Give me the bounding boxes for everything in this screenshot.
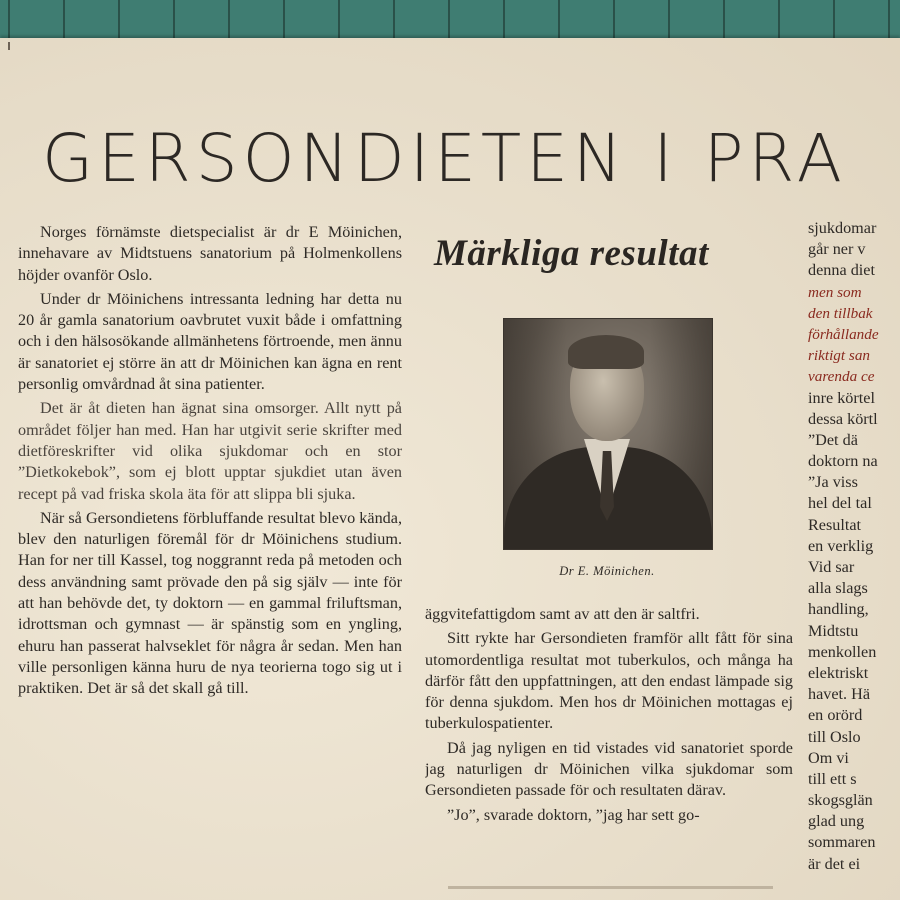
text-line: doktorn na (808, 452, 878, 471)
text-line: är det ei (808, 854, 861, 873)
paragraph: Det är åt dieten han ägnat sina omsorger. Allt nytt på området följer han med. Han har utgivit serie skrifter med dietföreskrifter vid olika sjukdomar och en stor ”Dietkokebok”, som ej blott upptar sjukdiet utan även recept på vad friska skola äta för att slippa bli sjuka. (18, 399, 402, 503)
text-line: elektriskt (808, 663, 869, 682)
text-line: till ett s (808, 769, 857, 788)
text-line: men som (808, 283, 862, 301)
paragraph: Norges förnämste dietspecialist är dr E Möinichen, innehavare av Midtstuens sanatorium på Holmenkollens höjder ovanför Oslo. (18, 223, 402, 284)
text-line: till Oslo (808, 727, 861, 746)
text-line: Om vi (808, 748, 849, 767)
text-line: riktigt san (808, 347, 871, 365)
text-line: varenda ce (808, 368, 875, 386)
paragraph: När så Gersondietens förbluffande resultat blevo kända, blev den naturligen föremål för dr Möinichens studium. Han for ner till Kassel, tog noggrannt reda på metoden och dess användning samt prövade den på sig själv — inte för att han behövde det, ty doktorn — en gammal friluftsman, idrottsman och gymnast — är spänstig som en yngling, ehuru han passerat halvseklet för några år sedan. Men han ville personligen känna huru de nya teorierna togo sig ut i praktiken. Det är så det skall gå till. (18, 508, 402, 698)
text-line: alla slags (808, 579, 868, 598)
text-line: menkollen (808, 642, 877, 661)
column-right-cropped (808, 218, 900, 900)
paragraph: äggvitefattigdom samt av att den är saltfri. (425, 605, 700, 623)
section-title: Märkliga resultat (434, 233, 709, 274)
text-line: Vid sar (808, 558, 855, 576)
text-line: förhållande (808, 325, 879, 343)
text-line: skogsglän (808, 791, 873, 810)
cutting-mat-background (0, 0, 900, 40)
text-line: sommaren (808, 833, 876, 852)
photo-caption: Dr E. Möinichen. (559, 564, 655, 578)
text-line: ”Ja viss (808, 473, 858, 492)
text-line: dessa körtl (808, 409, 878, 428)
paper-edge-mark (8, 42, 10, 50)
text-line: går ner v (808, 240, 866, 259)
text-line: handling, (808, 600, 869, 619)
paragraph: Under dr Möinichens intressanta ledning har detta nu 20 år gamla sanatorium oavbrutet vuxit både i omfattning och i den hälsosökande allmänhetens förtroende, men ännu är sanatoriet ej större än att dr Möinichen kan ägna en rent personlig omvårdnad åt sina patienter. (18, 289, 402, 394)
divider (448, 886, 773, 889)
text-line: sjukdomar (808, 219, 877, 237)
text-line: en orörd (808, 706, 863, 725)
column-left (18, 222, 402, 900)
headline: GERSONDIETEN I PRA (42, 120, 847, 197)
portrait-photo (503, 318, 713, 550)
text-line: denna diet (808, 261, 875, 280)
paragraph: ”Jo”, svarade doktorn, ”jag har sett go- (447, 805, 700, 824)
paragraph: Sitt rykte har Gersondieten framför allt fått för sina utomordentliga resultat mot tuberkulos, och många ha därför fått den uppfattningen, att den endast lämpade sig för denna sjukdom. Men hos dr Möinichen mottagas ej tuberkulospatienter. (425, 629, 793, 733)
text-line: havet. Hä (808, 685, 871, 704)
paragraph: Då jag nyligen en tid vistades vid sanatoriet sporde jag naturligen dr Möinichen vilka sjukdomar som Gersondieten passade för och resultaten därav. (425, 738, 793, 800)
photo-hair (568, 335, 644, 369)
text-line: ”Det dä (808, 430, 858, 449)
text-line: Midtstu (808, 621, 859, 640)
text-line: Resultat (808, 515, 862, 534)
text-line: en verklig (808, 536, 874, 555)
text-line: glad ung (808, 812, 865, 831)
text-line: den tillbak (808, 304, 873, 322)
column-middle (425, 604, 793, 900)
text-line: hel del tal (808, 494, 872, 513)
text-line: inre körtel (808, 388, 875, 407)
